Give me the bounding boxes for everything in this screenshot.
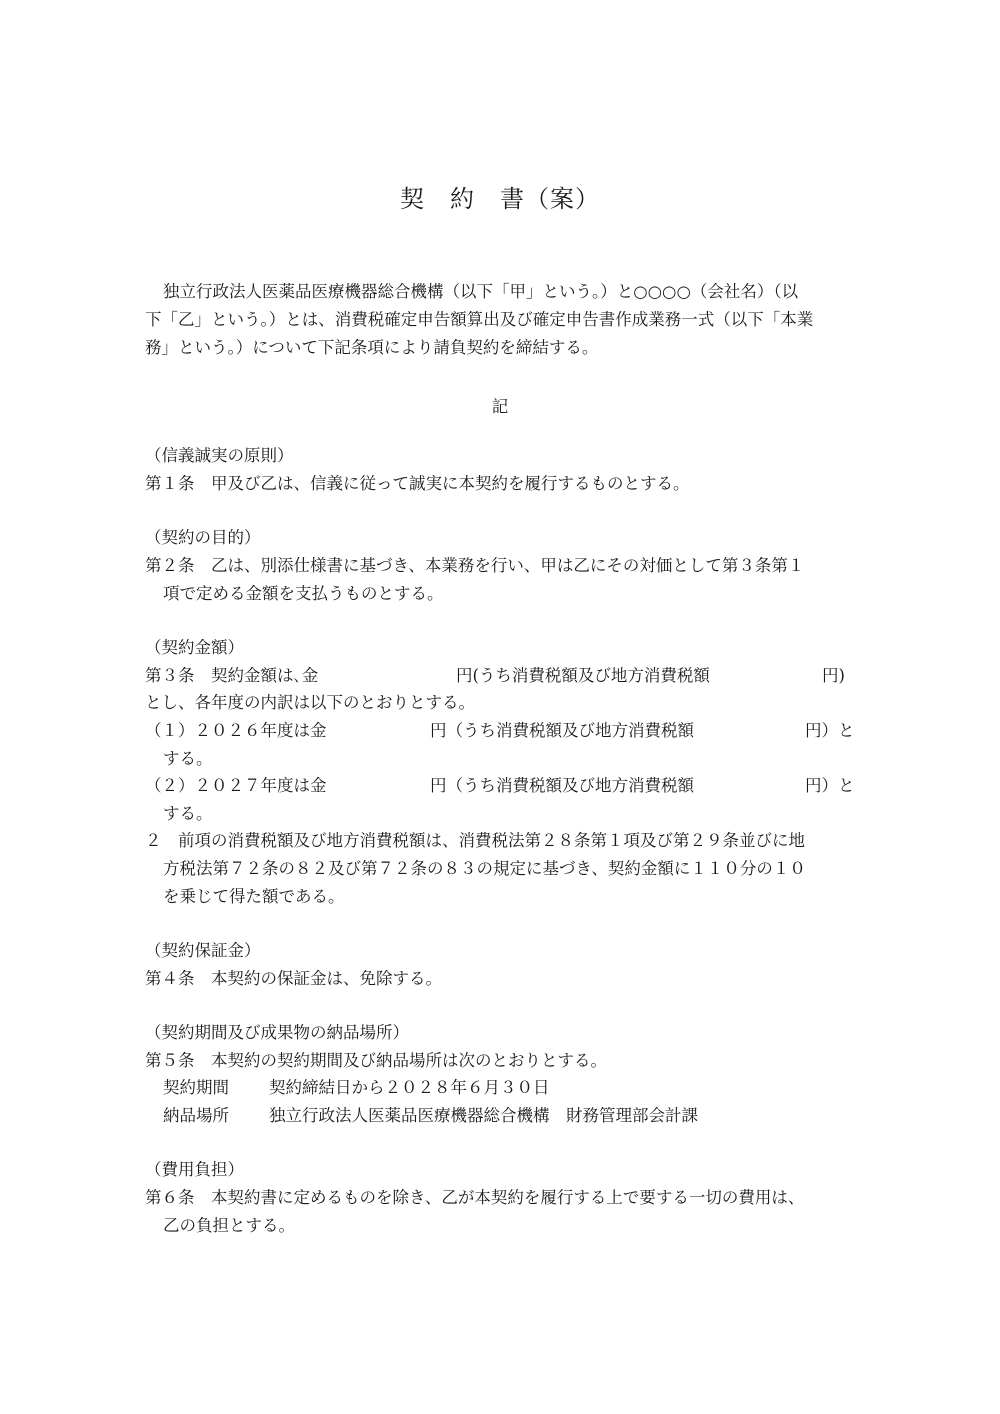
- article-1-line-1: 第１条 甲及び乙は、信義に従って誠実に本契約を履行するものとする。: [145, 474, 690, 493]
- article-3-item-2-end: 円）と: [805, 776, 855, 795]
- article-3-item-2-cont: する。: [163, 804, 213, 823]
- article-6-heading: （費用負担）: [145, 1160, 244, 1179]
- article-2-line-1: 第２条 乙は、別添仕様書に基づき、本業務を行い、甲は乙にその対価として第３条第１: [145, 556, 805, 575]
- article-2-heading: （契約の目的）: [145, 528, 261, 547]
- article-3-item-1-end: 円）と: [805, 721, 855, 740]
- article-3-item-1-prefix: （１）２０２６年度は金: [145, 721, 327, 740]
- article-3-item-1-cont: する。: [163, 749, 213, 768]
- article-3-item-2-prefix: （２）２０２７年度は金: [145, 776, 327, 795]
- preamble-line-1: 独立行政法人医薬品医療機器総合機構（以下「甲」という。）と○○○○（会社名）（以: [163, 282, 799, 301]
- delivery-place-value: 独立行政法人医薬品医療機器総合機構 財務管理部会計課: [269, 1106, 698, 1125]
- delivery-place-label: 納品場所: [163, 1106, 229, 1125]
- article-3-heading: （契約金額）: [145, 638, 244, 657]
- article-4-heading: （契約保証金）: [145, 941, 261, 960]
- article-5-heading: （契約期間及び成果物の納品場所）: [145, 1023, 409, 1042]
- article-3-item-2-tax-text: 円（うち消費税額及び地方消費税額: [430, 776, 694, 795]
- article-3-para-2-line-1: ２ 前項の消費税額及び地方消費税額は、消費税法第２８条第１項及び第２９条並びに地: [145, 831, 805, 850]
- preamble-line-2: 下「乙」という。）とは、消費税確定申告額算出及び確定申告書作成業務一式（以下「本業: [145, 310, 814, 329]
- article-3-item-1-tax-text: 円（うち消費税額及び地方消費税額: [430, 721, 694, 740]
- article-6-line-2: 乙の負担とする。: [163, 1216, 295, 1235]
- article-3-amount-tax-text: 円(うち消費税額及び地方消費税額: [456, 666, 710, 685]
- document-title: 契 約 書（案）: [400, 185, 600, 213]
- article-3-para-2-line-3: を乗じて得た額である。: [163, 887, 345, 906]
- article-1-heading: （信義誠実の原則）: [145, 446, 294, 465]
- preamble-line-3: 務」という。）について下記条項により請負契約を締結する。: [145, 338, 599, 357]
- ki-marker: 記: [491, 397, 509, 416]
- contract-period-label: 契約期間: [163, 1078, 229, 1097]
- article-4-line-1: 第４条 本契約の保証金は、免除する。: [145, 969, 442, 988]
- article-6-line-1: 第６条 本契約書に定めるものを除き、乙が本契約を履行する上で要する一切の費用は、: [145, 1188, 805, 1207]
- article-3-para-2-line-2: 方税法第７２条の８２及び第７２条の８３の規定に基づき、契約金額に１１０分の１０: [163, 859, 806, 878]
- article-3-line-2: とし、各年度の内訳は以下のとおりとする。: [145, 693, 475, 712]
- contract-period-value: 契約締結日から２０２８年６月３０日: [269, 1078, 550, 1097]
- article-3-amount-prefix: 第３条 契約金額は､金: [145, 666, 319, 685]
- article-3-amount-end: 円): [822, 666, 845, 685]
- article-5-line-1: 第５条 本契約の契約期間及び納品場所は次のとおりとする。: [145, 1051, 607, 1070]
- article-2-line-2: 項で定める金額を支払うものとする。: [163, 584, 444, 603]
